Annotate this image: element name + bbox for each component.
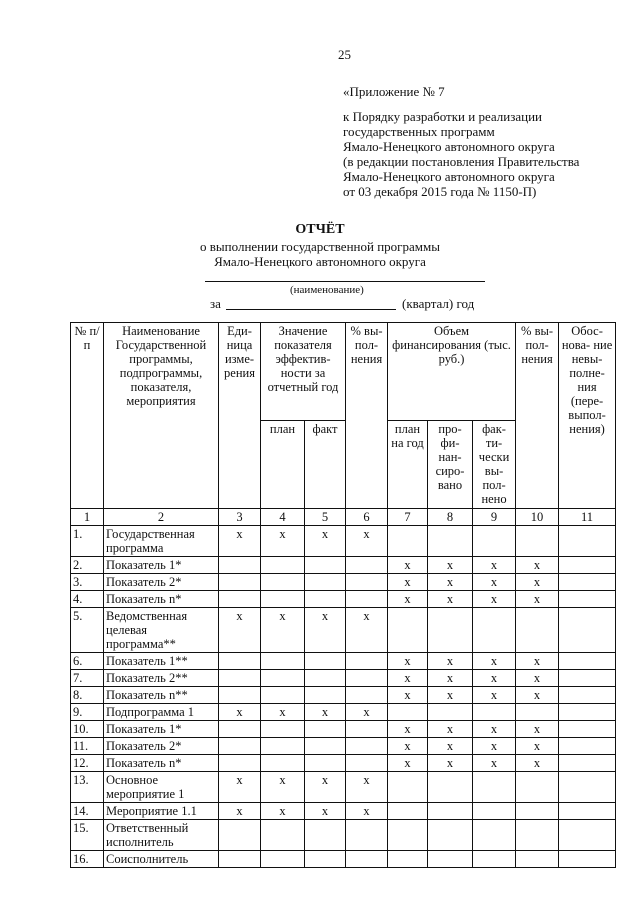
table-cell [559,721,616,738]
table-cell: x [261,526,305,557]
table-cell [346,670,388,687]
table-cell: x [516,557,559,574]
table-cell: x [219,772,261,803]
table-cell: x [516,687,559,704]
table-cell: x [473,591,516,608]
table-cell: x [388,653,428,670]
table-cell: x [428,670,473,687]
row-name: Показатель n** [104,687,219,704]
table-cell [473,851,516,868]
table-cell [261,574,305,591]
table-cell [305,687,346,704]
header-fin-paid: про- фи- нан- сиро- вано [428,421,473,509]
table-cell: x [219,608,261,653]
table-cell: x [516,653,559,670]
header-name: Наименование Государственной программы, подпрограммы, показателя, мероприятия [104,323,219,509]
table-cell [346,591,388,608]
table-cell [428,803,473,820]
header-fin-done: фак- ти- чески вы- пол- нено [473,421,516,509]
table-cell: x [428,721,473,738]
table-row [71,772,616,803]
table-cell [559,704,616,721]
annex-block [343,84,579,199]
row-number: 16. [71,851,104,868]
row-name: Показатель n* [104,755,219,772]
table-row [71,755,616,772]
row-number: 3. [71,574,104,591]
row-name: Показатель 2* [104,574,219,591]
row-name: Показатель 1* [104,721,219,738]
table-cell [428,526,473,557]
table-cell: x [219,704,261,721]
table-cell: x [473,687,516,704]
table-row [71,687,616,704]
annex-line: «Приложение № 7 [343,84,445,99]
table-cell: x [261,704,305,721]
annex-line: государственных программ [343,124,495,139]
table-cell [261,591,305,608]
table-row [71,704,616,721]
table-cell: x [516,591,559,608]
table-cell [559,608,616,653]
annex-line: от 03 декабря 2015 года № 1150-П) [343,184,537,199]
table-cell [219,557,261,574]
table-cell: x [473,755,516,772]
subtitle-line: Ямало-Ненецкого автономного округа [214,254,426,269]
table-cell [516,820,559,851]
table-cell [559,687,616,704]
table-cell [516,608,559,653]
header-plan: план [261,421,305,509]
table-cell [559,526,616,557]
column-number: 6 [346,509,388,526]
table-cell [473,704,516,721]
table-cell [261,820,305,851]
period-suffix: (квартал) год [402,296,475,311]
column-number: 5 [305,509,346,526]
table-cell [388,820,428,851]
row-name: Показатель 1* [104,557,219,574]
table-cell: x [305,608,346,653]
table-cell [219,755,261,772]
column-number: 10 [516,509,559,526]
table-cell: x [261,803,305,820]
row-name: Соисполнитель [104,851,219,868]
row-number: 8. [71,687,104,704]
row-number: 2. [71,557,104,574]
table-cell [346,820,388,851]
table-cell [388,526,428,557]
table-cell: x [516,670,559,687]
table-row [71,526,616,557]
table-cell [559,591,616,608]
table-cell [559,670,616,687]
table-cell [219,738,261,755]
row-name: Государственная программа [104,526,219,557]
name-underline [205,281,485,282]
table-cell: x [473,653,516,670]
table-cell [305,557,346,574]
table-cell [219,653,261,670]
row-name: Ведомственная целевая программа** [104,608,219,653]
header-num: № п/п [71,323,104,509]
annex-line: к Порядку разработки и реализации [343,109,542,124]
table-cell [219,574,261,591]
table-row [71,721,616,738]
column-number: 8 [428,509,473,526]
table-cell [346,738,388,755]
table-cell [219,591,261,608]
table-cell [305,755,346,772]
table-cell [346,755,388,772]
table-cell [305,653,346,670]
table-cell: x [388,574,428,591]
table-cell [516,526,559,557]
row-name: Показатель 2* [104,738,219,755]
table-row [71,851,616,868]
row-number: 9. [71,704,104,721]
header-financing: Объем финансирования (тыс. руб.) [388,323,516,421]
annex-line: Ямало-Ненецкого автономного округа [343,139,555,154]
table-cell: x [428,557,473,574]
table-cell [473,526,516,557]
table-cell: x [428,687,473,704]
row-name: Показатель 2** [104,670,219,687]
table-cell [559,574,616,591]
column-number: 9 [473,509,516,526]
table-cell: x [261,772,305,803]
table-row [71,557,616,574]
table-cell: x [473,670,516,687]
table-cell: x [388,721,428,738]
subtitle-line: о выполнении государственной программы [200,239,440,254]
table-cell: x [473,574,516,591]
row-number: 12. [71,755,104,772]
table-cell [559,803,616,820]
table-cell: x [428,591,473,608]
row-name: Показатель 1** [104,653,219,670]
column-number: 4 [261,509,305,526]
annex-line: (в редакции постановления Правительства [343,154,580,169]
table-cell [516,772,559,803]
table-cell [559,755,616,772]
table-cell: x [346,803,388,820]
table-cell [305,738,346,755]
table-cell: x [516,721,559,738]
table-cell: x [305,704,346,721]
table-cell: x [346,704,388,721]
row-name: Подпрограмма 1 [104,704,219,721]
table-cell: x [473,721,516,738]
table-cell [261,687,305,704]
table-cell [261,557,305,574]
table-cell [428,608,473,653]
period-prefix: за [210,296,221,311]
table-cell [305,591,346,608]
table-cell: x [305,772,346,803]
column-number: 3 [219,509,261,526]
column-number: 1 [71,509,104,526]
table-row [71,803,616,820]
table-cell [219,851,261,868]
report-table [70,322,616,868]
table-cell [346,574,388,591]
table-cell [388,851,428,868]
table-row [71,574,616,591]
table-cell [516,803,559,820]
table-cell: x [305,526,346,557]
table-cell [516,704,559,721]
table-cell: x [261,608,305,653]
table-cell: x [388,687,428,704]
table-cell [473,772,516,803]
table-cell: x [428,738,473,755]
table-cell [346,557,388,574]
row-number: 4. [71,591,104,608]
table-cell: x [473,557,516,574]
table-cell [473,803,516,820]
table-cell [219,721,261,738]
table-cell [305,670,346,687]
table-cell: x [219,803,261,820]
table-cell [559,851,616,868]
table-cell [219,687,261,704]
row-number: 7. [71,670,104,687]
table-cell [388,704,428,721]
table-cell [346,687,388,704]
row-name: Показатель n* [104,591,219,608]
row-name: Ответственный исполнитель [104,820,219,851]
row-number: 10. [71,721,104,738]
table-cell [428,772,473,803]
table-cell [428,851,473,868]
table-cell: x [516,574,559,591]
table-row [71,738,616,755]
table-cell [305,851,346,868]
report-title: ОТЧЁТ [295,222,345,237]
table-cell: x [346,526,388,557]
annex-line: Ямало-Ненецкого автономного округа [343,169,555,184]
table-cell [559,738,616,755]
table-cell: x [428,653,473,670]
table-cell: x [346,608,388,653]
table-cell [428,704,473,721]
page-number: 25 [338,47,351,62]
table-cell [261,721,305,738]
table-cell: x [516,755,559,772]
column-number: 7 [388,509,428,526]
column-number: 2 [104,509,219,526]
table-cell [388,803,428,820]
table-cell: x [388,755,428,772]
column-number-row [71,509,616,526]
table-cell [428,820,473,851]
table-cell [261,738,305,755]
table-cell [346,721,388,738]
row-number: 5. [71,608,104,653]
table-cell [559,653,616,670]
table-cell [388,772,428,803]
table-cell [388,608,428,653]
row-number: 15. [71,820,104,851]
table-cell [219,670,261,687]
table-row [71,653,616,670]
table-cell [261,653,305,670]
table-cell [305,820,346,851]
table-cell: x [428,574,473,591]
row-number: 11. [71,738,104,755]
table-cell [473,608,516,653]
table-cell: x [428,755,473,772]
table-cell [219,820,261,851]
header-value: Значение показателя эффектив- ности за отчетный год [261,323,346,421]
table-cell [305,721,346,738]
table-cell: x [305,803,346,820]
name-caption: (наименование) [290,284,364,296]
header-unit: Еди- ница изме- рения [219,323,261,509]
header-fin-plan: план на год [388,421,428,509]
table-cell [261,851,305,868]
table-cell: x [219,526,261,557]
header-pct2: % вы- пол- нения [516,323,559,509]
row-name: Основное мероприятие 1 [104,772,219,803]
period-underline [226,309,396,310]
table-cell: x [388,670,428,687]
row-number: 1. [71,526,104,557]
table-cell [559,820,616,851]
table-cell: x [516,738,559,755]
row-number: 6. [71,653,104,670]
table-cell: x [388,557,428,574]
table-cell [559,557,616,574]
table-row [71,670,616,687]
table-cell [261,670,305,687]
table-cell [305,574,346,591]
header-reason: Обос- нова- ние невы- полне- ния (пере- выпол- нения) [559,323,616,509]
header-pct1: % вы- пол- нения [346,323,388,509]
row-number: 13. [71,772,104,803]
column-number: 11 [559,509,616,526]
table-cell [346,653,388,670]
table-cell [261,755,305,772]
table-cell [516,851,559,868]
header-fact: факт [305,421,346,509]
table-cell [346,851,388,868]
row-number: 14. [71,803,104,820]
table-row [71,591,616,608]
table-cell: x [473,738,516,755]
table-cell [473,820,516,851]
table-row [71,608,616,653]
row-name: Мероприятие 1.1 [104,803,219,820]
table-row [71,820,616,851]
table-cell [559,772,616,803]
table-cell: x [388,591,428,608]
table-cell: x [346,772,388,803]
table-cell: x [388,738,428,755]
